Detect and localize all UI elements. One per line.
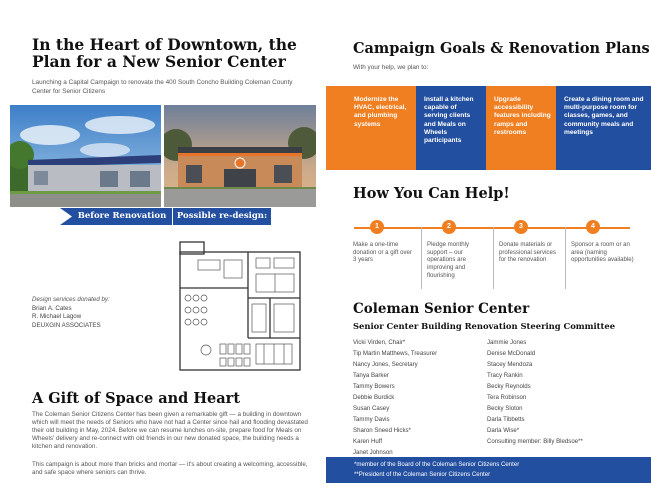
step-number-badge: 3 [514,220,528,234]
help-timeline [348,215,638,295]
left-panel [0,0,325,500]
timeline-divider [421,227,422,289]
committee-heading: Senior Center Building Renovation Steering Committee [353,321,616,331]
credit-name: Brian A. Cates [32,304,72,312]
credit-name: DEUXGIN ASSOCIATES [32,321,101,329]
committee-member: Darla Tibbetts [487,416,525,423]
photo-caption-bar [60,208,270,225]
committee-member: Stacey Mendoza [487,361,533,368]
step-number-badge: 2 [442,220,456,234]
possible-redesign-rendering [164,105,316,207]
committee-member: Tanya Barker [353,372,389,379]
members-column-1 [353,337,493,458]
committee-member: Sharon Sneed Hicks* [353,427,411,434]
step-text: Sponsor a room or an area (naming opportunities available) [571,241,634,264]
committee-member: Tera Robinson [487,394,527,401]
caption-after: Possible re-design: [173,208,271,225]
committee-member: Debbie Burdick [353,394,395,401]
goal-hvac: Modernize the HVAC, electrical, and plumbing systems [326,86,416,170]
goals-subtitle: With your help, we plan to: [353,64,429,71]
gift-heading: A Gift of Space and Heart [32,390,241,407]
credit-name: R. Michael Lagow [32,313,82,321]
committee-member: Tammy Davis [353,416,390,423]
committee-member: Consulting member: Billy Bledsoe** [487,438,583,445]
center-heading: Coleman Senior Center [353,301,530,317]
committee-member: Janet Johnson [353,449,393,456]
credits-heading: Design services donated by: [32,296,110,303]
committee-member: Becky Reynolds [487,383,531,390]
members-column-2 [487,337,627,447]
step-number-badge: 4 [586,220,600,234]
step-text: Pledge monthly support – our operations are improving and flourishing [427,241,470,279]
committee-member: Tracy Rankin [487,372,523,379]
committee-member: Darla Wise* [487,427,520,434]
step-text: Make a one-time donation or a gift over 3 years [353,241,412,264]
footnote-bar [326,457,651,483]
before-renovation-photo [10,105,161,207]
right-panel [326,0,651,500]
step-text: Donate materials or professional services for the renovation [499,241,556,264]
committee-member: Vicki Virden, Chair* [353,339,406,346]
caption-arrow [60,208,72,225]
goal-accessibility: Upgrade accessibility features including ramps and restrooms [486,86,556,170]
committee-member: Tip Martin Matthews, Treasurer [353,350,438,357]
committee-member: Karen Huff [353,438,383,445]
goal-kitchen: Install a kitchen capable of serving clients and Meals on Wheels participants [416,86,486,170]
timeline-divider [565,227,566,289]
page-title: In the Heart of Downtown, the Plan for a New Senior Center [32,35,297,71]
committee-member: Tammy Bowers [353,383,395,390]
goals-row [326,86,651,170]
floor-plan-drawing [176,238,304,373]
help-heading: How You Can Help! [353,185,510,202]
timeline-divider [493,227,494,289]
footnote-board: *member of the Board of the Coleman Senior Citizens Center [354,461,520,468]
gift-paragraph-1: The Coleman Senior Citizens Center has been given a remarkable gift — a building in downtown which will meet the needs of Seniors who have not had a Center since hail and flooding devastated their old building in May, 2024. Before we can resume lunches on-site, prepare food for Meals on Wheels' delivery and re-connect with old friends in our new donated space, the building needs a kitchen and renovation. [32,411,308,451]
committee-member: Nancy Jones, Secretary [353,361,418,368]
committee-member: Susan Casey [353,405,390,412]
caption-before: Before Renovation [72,208,172,225]
committee-member: Jammie Jones [487,339,527,346]
goal-dining-room: Create a dining room and multi-purpose room for classes, games, and community meals and meetings [556,86,651,170]
step-number-badge: 1 [370,220,384,234]
design-credits [32,296,162,330]
committee-member: Denise McDonald [487,350,536,357]
footnote-president: **President of the Coleman Senior Citizens Center [354,470,491,478]
committee-member: Becky Sloton [487,405,523,412]
gift-paragraph-2: This campaign is about more than bricks and mortar — it's about creating a welcoming, accessible, and safe space where seniors can thrive. [32,461,308,477]
goals-heading: Campaign Goals & Renovation Plans [353,40,650,57]
lead-text: Launching a Capital Campaign to renovate the 400 South Concho Building Coleman County Center for Senior Citizens [32,79,293,95]
